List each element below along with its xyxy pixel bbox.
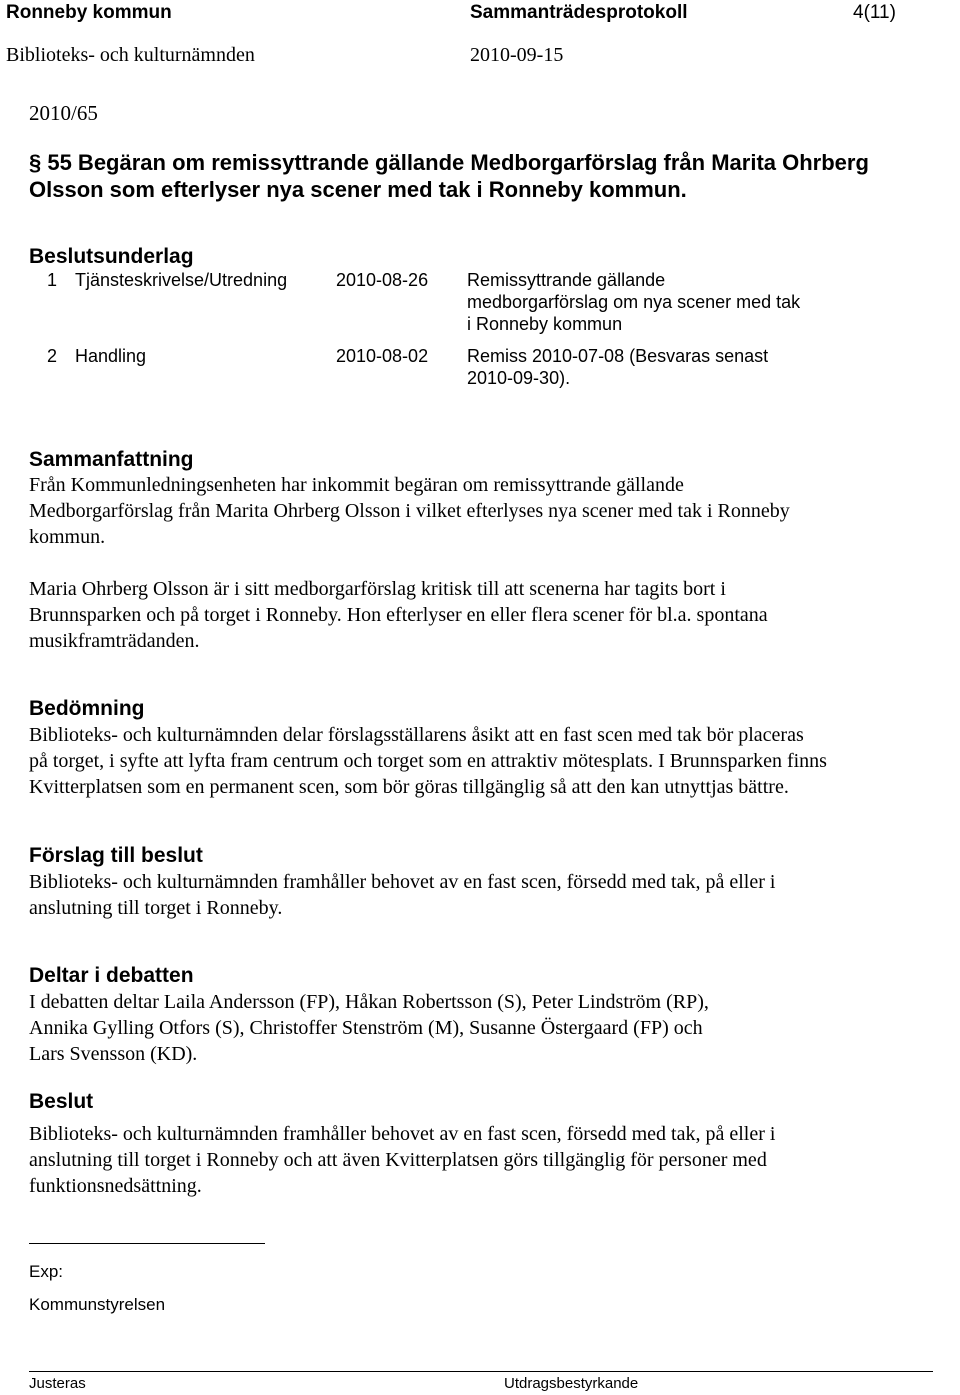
paragraph-line: Från Kommunledningsenheten har inkommit begäran om remissyttrande gällande	[29, 474, 684, 496]
paragraph-line: anslutning till torget i Ronneby.	[29, 897, 283, 919]
expedition-label: Exp:	[29, 1262, 64, 1281]
row-date: 2010-08-02	[336, 346, 429, 366]
footer-divider	[29, 1371, 933, 1372]
case-title-line-1: § 55 Begäran om remissyttrande gällande Medborgarförslag från Marita Ohrberg	[29, 150, 869, 175]
beslut-heading: Beslut	[29, 1090, 94, 1113]
row-description-line: medborgarförslag om nya scener med tak	[467, 292, 801, 312]
divider	[29, 1243, 265, 1244]
case-title-line-2: Olsson som efterlyser nya scener med tak i Ronneby kommun.	[29, 177, 687, 202]
forslag-heading: Förslag till beslut	[29, 844, 203, 867]
paragraph-line: I debatten deltar Laila Andersson (FP), Håkan Robertsson (S), Peter Lindström (RP),	[29, 991, 709, 1013]
bedomning-heading: Bedömning	[29, 697, 145, 720]
document-type: Sammanträdesprotokoll	[470, 2, 688, 23]
row-number: 1	[47, 270, 58, 290]
paragraph-line: på torget, i syfte att lyfta fram centrum och torget som en attraktiv mötesplats. I Brunnsparken finns	[29, 750, 827, 772]
row-date: 2010-08-26	[336, 270, 429, 290]
debatt-heading: Deltar i debatten	[29, 964, 194, 987]
row-description-line: i Ronneby kommun	[467, 314, 623, 334]
org-name: Ronneby kommun	[6, 2, 172, 23]
page-number: 4(11)	[853, 2, 896, 23]
sammanfattning-heading: Sammanfattning	[29, 448, 194, 471]
paragraph-line: Biblioteks- och kulturnämnden delar förslagsställarens åsikt att en fast scen med tak bör placeras	[29, 724, 804, 746]
paragraph-line: musikframträdanden.	[29, 630, 200, 652]
paragraph-line: Lars Svensson (KD).	[29, 1043, 198, 1065]
paragraph-line: Biblioteks- och kulturnämnden framhåller behovet av en fast scen, försedd med tak, på eller i	[29, 871, 776, 893]
paragraph-line: anslutning till torget i Ronneby och att även Kvitterplatsen görs tillgänglig för personer med	[29, 1149, 767, 1171]
paragraph-line: Brunnsparken och på torget i Ronneby. Hon efterlyser en eller flera scener för bl.a. spontana	[29, 604, 768, 626]
row-document-type: Handling	[75, 346, 147, 366]
expedition-recipient: Kommunstyrelsen	[29, 1295, 166, 1314]
row-number: 2	[47, 346, 58, 366]
paragraph-line: kommun.	[29, 526, 106, 548]
case-serial: 2010/65	[29, 101, 98, 125]
row-document-type: Tjänsteskrivelse/Utredning	[75, 270, 288, 290]
beslutsunderlag-heading: Beslutsunderlag	[29, 245, 194, 268]
row-description-line: Remiss 2010-07-08 (Besvaras senast	[467, 346, 769, 366]
footer-utdragsbestyrkande: Utdragsbestyrkande	[504, 1375, 639, 1392]
row-description-line: 2010-09-30).	[467, 368, 571, 388]
paragraph-line: Medborgarförslag från Marita Ohrberg Olsson i vilket efterlyses nya scener med tak i Ronneby	[29, 500, 790, 522]
paragraph-line: Annika Gylling Otfors (S), Christoffer Stenström (M), Susanne Östergaard (FP) och	[29, 1017, 703, 1039]
paragraph-line: funktionsnedsättning.	[29, 1175, 202, 1197]
paragraph-line: Maria Ohrberg Olsson är i sitt medborgarförslag kritisk till att scenerna har tagits bort i	[29, 578, 726, 600]
row-description-line: Remissyttrande gällande	[467, 270, 666, 290]
committee-name: Biblioteks- och kulturnämnden	[6, 44, 255, 66]
paragraph-line: Kvitterplatsen som en permanent scen, som bör göras tillgänglig så att den kan utnyttjas bättre.	[29, 776, 789, 798]
meeting-date: 2010-09-15	[470, 44, 564, 66]
footer-justeras: Justeras	[29, 1375, 86, 1392]
paragraph-line: Biblioteks- och kulturnämnden framhåller behovet av en fast scen, försedd med tak, på eller i	[29, 1123, 776, 1145]
